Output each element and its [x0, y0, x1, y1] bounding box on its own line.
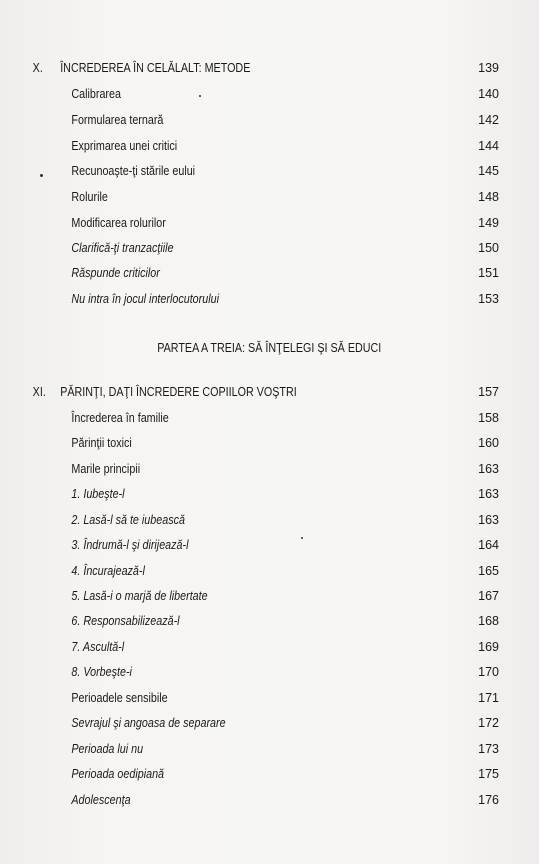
- toc-entry: [0, 161, 464, 181]
- toc-entry: [0, 611, 464, 631]
- entry-label: 6. Responsabilizează-l: [71, 614, 180, 628]
- toc-entry: [0, 84, 464, 104]
- entry-page: 163: [478, 513, 499, 527]
- entry-page: 167: [478, 589, 499, 603]
- toc-entry: [0, 408, 464, 428]
- toc-entry: [0, 764, 464, 784]
- print-speck: [40, 174, 43, 177]
- entry-page: 173: [478, 742, 499, 756]
- entry-label: Răspunde criticilor: [71, 266, 160, 280]
- chapter-page: 157: [478, 385, 499, 399]
- entry-page: 158: [478, 411, 499, 425]
- toc-entry: [0, 561, 464, 581]
- entry-page: 172: [478, 716, 499, 730]
- toc-entry: [0, 637, 464, 657]
- entry-label: Perioadele sensibile: [71, 691, 168, 705]
- entry-page: 148: [478, 190, 499, 204]
- chapter-number: XI.: [32, 385, 46, 399]
- toc-entry: [0, 688, 464, 708]
- entry-page: 165: [478, 564, 499, 578]
- toc-entry: [0, 238, 464, 258]
- toc-entry: [0, 433, 464, 453]
- entry-label: Perioada oedipiană: [71, 767, 165, 781]
- entry-label: Sevrajul şi angoasa de separare: [71, 716, 226, 730]
- entry-label: Modificarea rolurilor: [71, 216, 166, 230]
- print-speck: [199, 95, 201, 97]
- toc-entry: [0, 136, 464, 156]
- chapter-xi-row: [0, 382, 464, 402]
- toc-entry: [0, 263, 464, 283]
- entry-page: 153: [478, 292, 499, 306]
- chapter-page: 139: [478, 61, 499, 75]
- entry-page: 140: [478, 87, 499, 101]
- toc-entry: [0, 535, 464, 555]
- part-heading: [0, 338, 539, 358]
- entry-label: Rolurile: [71, 190, 108, 204]
- entry-label: Formularea ternară: [71, 113, 164, 127]
- entry-page: 163: [478, 487, 499, 501]
- toc-entry: [0, 662, 464, 682]
- entry-label: Clarifică-ţi tranzacţiile: [71, 241, 174, 255]
- entry-label: Recunoaşte-ţi stările eului: [71, 164, 196, 178]
- toc-entry: [0, 510, 464, 530]
- entry-label: Marile principii: [71, 462, 141, 476]
- entry-page: 151: [478, 266, 499, 280]
- entry-label: Adolescenţa: [71, 793, 131, 807]
- entry-label: Calibrarea: [71, 87, 121, 101]
- entry-page: 163: [478, 462, 499, 476]
- entry-label: Perioada lui nu: [71, 742, 144, 756]
- entry-page: 150: [478, 241, 499, 255]
- entry-page: 164: [478, 538, 499, 552]
- toc-entry: [0, 213, 464, 233]
- entry-page: 170: [478, 665, 499, 679]
- entry-page: 169: [478, 640, 499, 654]
- entry-label: 4. Încurajează-l: [71, 564, 145, 578]
- entry-label: Nu intra în jocul interlocutorului: [71, 292, 219, 306]
- chapter-number: X.: [32, 61, 43, 75]
- entry-label: 5. Lasă-i o marjă de libertate: [71, 589, 208, 603]
- chapter-x-row: [0, 58, 464, 78]
- entry-label: 2. Lasă-l să te iubească: [71, 513, 185, 527]
- entry-page: 171: [478, 691, 499, 705]
- entry-label: Încrederea în familie: [71, 411, 169, 425]
- toc-entry: [0, 110, 464, 130]
- toc-entry: [0, 187, 464, 207]
- chapter-title: ÎNCREDEREA ÎN CELĂLALT: METODE: [60, 61, 251, 75]
- entry-page: 175: [478, 767, 499, 781]
- entry-page: 145: [478, 164, 499, 178]
- toc-entry: [0, 586, 464, 606]
- entry-page: 149: [478, 216, 499, 230]
- entry-page: 142: [478, 113, 499, 127]
- toc-entry: [0, 739, 464, 759]
- toc-entry: [0, 790, 464, 810]
- print-speck: [301, 537, 303, 539]
- entry-label: 8. Vorbeşte-i: [71, 665, 132, 679]
- toc-entry: [0, 713, 464, 733]
- chapter-title: PĂRINŢI, DAŢI ÎNCREDERE COPIILOR VOŞTRI: [60, 385, 297, 399]
- toc-entry: [0, 484, 464, 504]
- toc-entry: [0, 289, 464, 309]
- entry-page: 176: [478, 793, 499, 807]
- entry-label: Exprimarea unei critici: [71, 139, 178, 153]
- entry-page: 144: [478, 139, 499, 153]
- entry-page: 168: [478, 614, 499, 628]
- part-heading-text: PARTEA A TREIA: SĂ ÎNŢELEGI ŞI SĂ EDUCI: [157, 341, 382, 355]
- entry-label: Părinţii toxici: [71, 436, 132, 450]
- entry-label: 1. Iubeşte-l: [71, 487, 125, 501]
- toc-entry: [0, 459, 464, 479]
- entry-label: 3. Îndrumă-l şi dirijează-l: [71, 538, 189, 552]
- entry-page: 160: [478, 436, 499, 450]
- entry-label: 7. Ascultă-l: [71, 640, 125, 654]
